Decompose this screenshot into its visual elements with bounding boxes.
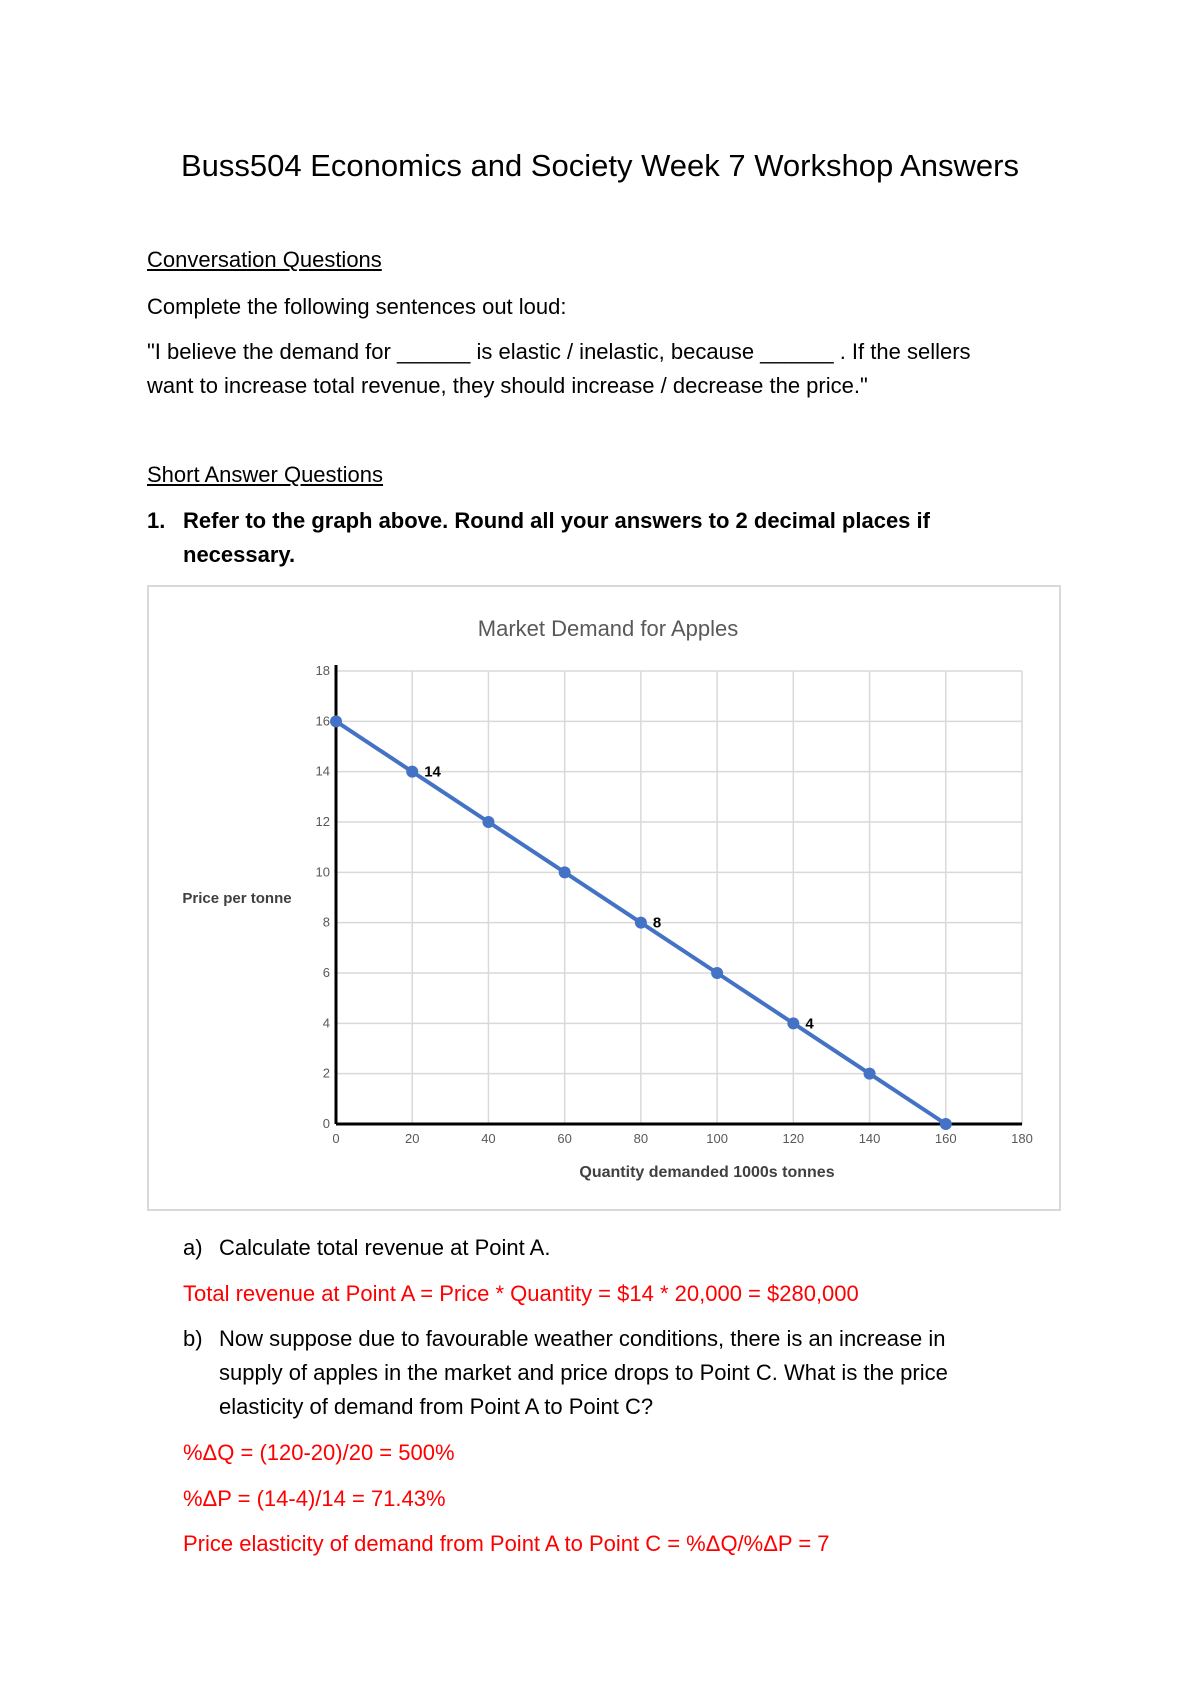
sentence-line-2: want to increase total revenue, they should increase / decrease the price." xyxy=(147,373,868,398)
conversation-instruction: Complete the following sentences out loud: xyxy=(147,294,567,319)
short-answer-heading: Short Answer Questions xyxy=(147,462,384,487)
x-tick-label: 180 xyxy=(1011,1131,1033,1146)
y-tick-label: 8 xyxy=(322,914,330,930)
data-point xyxy=(635,917,647,929)
data-label: 4 xyxy=(805,1015,814,1033)
chart-title: Market Demand for Apples xyxy=(477,616,739,641)
x-tick-label: 100 xyxy=(706,1131,728,1146)
y-tick-label: 12 xyxy=(315,814,330,829)
part-b-answer-line-3: Price elasticity of demand from Point A to Point C = %ΔQ/%ΔP = 7 xyxy=(183,1531,830,1556)
data-point xyxy=(330,715,342,727)
part-a-answer: Total revenue at Point A = Price * Quantity = $14 * 20,000 = $280,000 xyxy=(183,1281,859,1306)
y-tick-label: 10 xyxy=(315,864,330,880)
part-b-question-line-3: elasticity of demand from Point A to Point C? xyxy=(219,1394,654,1419)
chart-frame xyxy=(147,585,1061,1211)
y-tick-label: 4 xyxy=(322,1015,330,1031)
part-a-question: Calculate total revenue at Point A. xyxy=(219,1235,551,1260)
x-tick-label: 80 xyxy=(633,1131,649,1146)
x-tick-label: 40 xyxy=(481,1131,496,1146)
page-title: Buss504 Economics and Society Week 7 Workshop Answers xyxy=(181,148,1019,183)
x-tick-label: 20 xyxy=(404,1131,420,1146)
data-point xyxy=(864,1068,876,1080)
part-a-label: a) xyxy=(183,1235,203,1260)
data-point xyxy=(406,766,418,778)
part-b-question-line-1: Now suppose due to favourable weather conditions, there is an increase in xyxy=(219,1326,946,1351)
sentence-line-1: "I believe the demand for ______ is elastic / inelastic, because ______ . If the sellers xyxy=(147,339,971,364)
x-tick-label: 60 xyxy=(557,1131,572,1146)
data-point xyxy=(482,816,494,828)
question-1-number: 1. xyxy=(147,508,166,533)
y-tick-label: 0 xyxy=(322,1116,330,1131)
part-b-label: b) xyxy=(183,1326,203,1351)
x-tick-label: 120 xyxy=(782,1131,805,1146)
x-tick-label: 160 xyxy=(934,1131,957,1146)
data-point xyxy=(711,967,723,979)
y-axis-label: Price per tonne xyxy=(182,890,292,907)
data-point xyxy=(787,1017,799,1029)
data-label: 8 xyxy=(652,914,662,932)
y-tick-label: 18 xyxy=(315,663,330,678)
demand-chart xyxy=(149,587,1059,1209)
question-1-line-1: Refer to the graph above. Round all your answers to 2 decimal places if xyxy=(183,508,930,533)
part-b-question-line-2: supply of apples in the market and price drops to Point C. What is the price xyxy=(219,1360,948,1385)
conversation-heading: Conversation Questions xyxy=(147,247,382,272)
question-1-line-2: necessary. xyxy=(183,542,296,567)
data-point xyxy=(940,1118,952,1130)
x-tick-label: 140 xyxy=(858,1131,881,1146)
y-tick-label: 14 xyxy=(315,763,330,779)
part-b-answer-line-1: %ΔQ = (120-20)/20 = 500% xyxy=(183,1440,455,1465)
part-b-answer-line-2: %ΔP = (14-4)/14 = 71.43% xyxy=(183,1486,446,1511)
y-tick-label: 2 xyxy=(322,1065,330,1081)
y-tick-label: 16 xyxy=(315,713,330,729)
data-label: 14 xyxy=(424,763,441,781)
y-tick-label: 6 xyxy=(322,965,330,980)
data-point xyxy=(559,866,571,878)
x-axis-label: Quantity demanded 1000s tonnes xyxy=(579,1164,835,1181)
x-tick-label: 0 xyxy=(332,1131,340,1146)
